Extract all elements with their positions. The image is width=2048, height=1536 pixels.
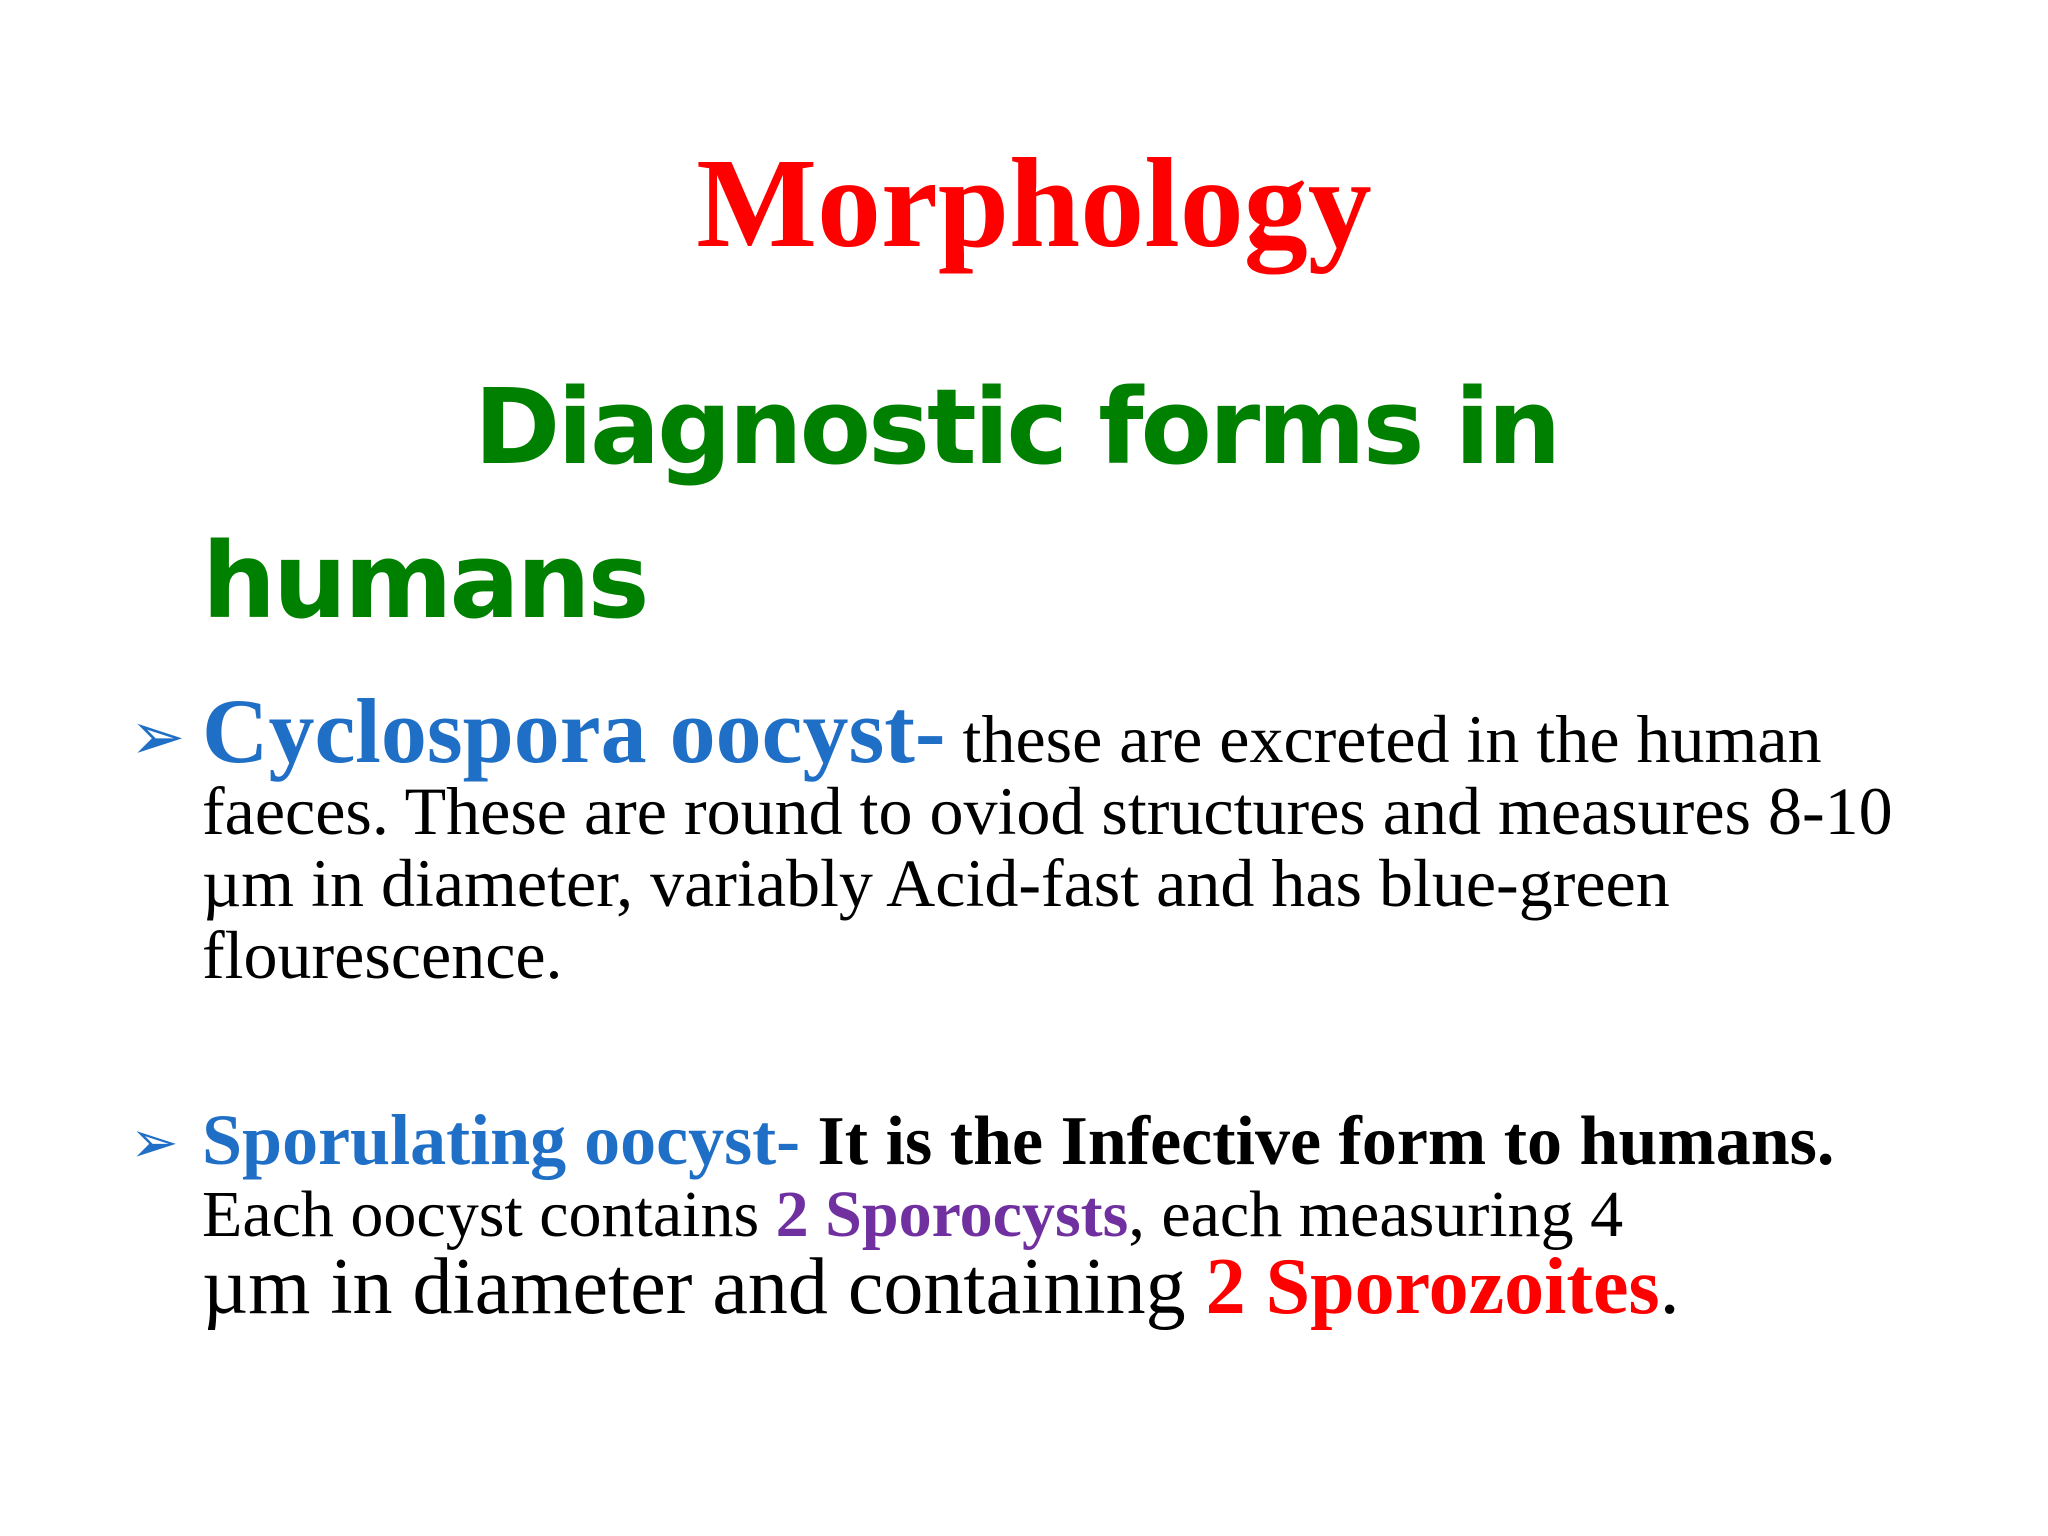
slide-subtitle-line1: Diagnostic forms in: [474, 366, 1559, 488]
sporocysts-highlight: 2 Sporocysts: [775, 1178, 1129, 1251]
bullet-end-punct: .: [1659, 1243, 1680, 1331]
bullet-bold-statement: It is the Infective form to humans.: [800, 1103, 1835, 1180]
bullet-cyclospora-oocyst: [130, 680, 1962, 993]
bullet-body-text: these are excreted in the human faeces. These are round to oviod structures and measures 8-10 µm in diameter, variably Acid-fast and has blue-green flourescence.: [202, 701, 1893, 993]
sporozoites-highlight: 2 Sporozoites: [1205, 1243, 1660, 1331]
bullet-body-text-cont: , each measuring 4: [1128, 1178, 1624, 1251]
bullet-lead-term: Cyclospora oocyst-: [202, 680, 946, 782]
bullet-arrow-icon: ➢: [130, 698, 186, 775]
bullet-sporulating-oocyst: [130, 1100, 1982, 1331]
slide-title: Morphology: [696, 132, 1372, 274]
slide-subtitle-line2: humans: [202, 520, 647, 642]
bullet-arrow-icon: ➢: [130, 1108, 179, 1176]
bullet-body-text-line2: µm in diameter and containing: [202, 1243, 1206, 1331]
bullet-lead-term: Sporulating oocyst-: [202, 1100, 801, 1180]
bullet-body-text: Each oocyst contains: [202, 1178, 776, 1251]
